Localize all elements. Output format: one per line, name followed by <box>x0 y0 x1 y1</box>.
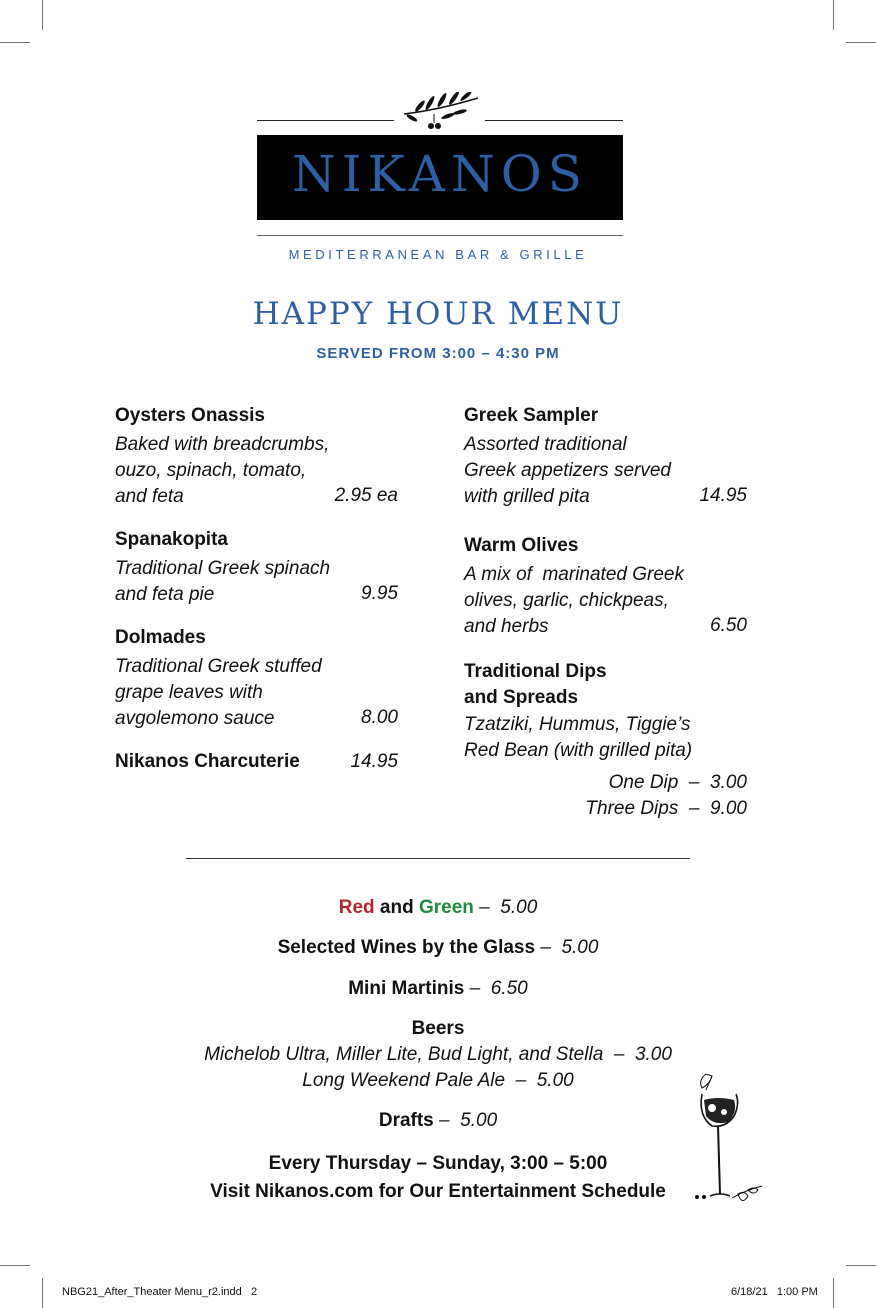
beers-heading <box>0 1018 876 1040</box>
martinis-price: – 6.50 <box>469 978 528 999</box>
crop-mark-bottom-left-h <box>0 1265 30 1266</box>
desc-line: Red Bean (with grilled pita) <box>464 740 693 761</box>
desc-line: and feta <box>115 486 184 507</box>
item-price-charcuterie: 14.95 <box>350 751 398 772</box>
item-price-dolmades: 8.00 <box>361 707 398 728</box>
martinis-line <box>0 978 876 1000</box>
wines-label: Selected Wines by the Glass <box>277 937 536 958</box>
beers-line-1 <box>0 1044 876 1066</box>
beers-list-1: Michelob Ultra, Miller Lite, Bud Light, and Stella – 3.00 <box>204 1044 672 1065</box>
crop-mark-top-left-v <box>42 0 43 30</box>
drafts-price: – 5.00 <box>439 1110 498 1131</box>
item-desc-sampler <box>464 432 671 510</box>
days-label: Every Thursday – Sunday, 3:00 – 5:00 <box>268 1153 608 1174</box>
one-dip-price: One Dip – 3.00 <box>608 772 747 793</box>
item-desc-dolmades <box>115 654 322 732</box>
red-label: Red <box>338 897 375 918</box>
crop-mark-bottom-right-v <box>833 1278 834 1308</box>
desc-line: Baked with breadcrumbs, <box>115 434 330 455</box>
desc-line: A mix of marinated Greek <box>464 564 684 585</box>
name-line: Traditional Dips <box>464 661 607 682</box>
olive-branch-icon <box>398 92 482 134</box>
red-green-price: – 5.00 <box>479 897 538 918</box>
served-hours: SERVED FROM 3:00 – 4:30 PM <box>316 345 560 362</box>
desc-line: Assorted traditional <box>464 434 627 455</box>
wines-line <box>0 937 876 959</box>
visit-label: Visit Nikanos.com for Our Entertainment Schedule <box>210 1181 666 1202</box>
crop-mark-bottom-left-v <box>42 1278 43 1308</box>
desc-line: Greek appetizers served <box>464 460 671 481</box>
desc-line: with grilled pita <box>464 486 590 507</box>
logo-name: NIKANOS <box>292 145 588 203</box>
name-line: and Spreads <box>464 687 579 708</box>
martinis-label: Mini Martinis <box>348 978 465 999</box>
desc-line: Traditional Greek stuffed <box>115 656 322 677</box>
logo-banner <box>257 135 623 220</box>
desc-line: Tzatziki, Hummus, Tiggie’s <box>464 714 691 735</box>
file-name: NBG21_After_Theater Menu_r2.indd 2 <box>62 1286 258 1298</box>
red-and-green-line <box>0 897 876 919</box>
desc-line: grape leaves with <box>115 682 263 703</box>
print-date: 6/18/21 1:00 PM <box>731 1286 818 1298</box>
item-name-charcuterie: Nikanos Charcuterie <box>115 751 300 772</box>
item-name-dolmades: Dolmades <box>115 627 206 648</box>
wines-price: – 5.00 <box>540 937 599 958</box>
item-name-sampler: Greek Sampler <box>464 405 599 426</box>
item-name-dips <box>464 659 607 711</box>
item-price-sampler: 14.95 <box>699 485 747 506</box>
beers-list-2: Long Weekend Pale Ale – 5.00 <box>302 1070 574 1091</box>
and-label: and <box>374 897 419 918</box>
item-price-spanakopita: 9.95 <box>361 583 398 604</box>
item-desc-dips <box>464 712 692 764</box>
desc-line: ouzo, spinach, tomato, <box>115 460 307 481</box>
item-price-oysters: 2.95 ea <box>334 485 398 506</box>
desc-line: and herbs <box>464 616 549 637</box>
section-divider <box>186 858 690 859</box>
crop-mark-top-right-h <box>846 42 876 43</box>
item-price-olives: 6.50 <box>710 615 747 636</box>
beers-label: Beers <box>411 1018 465 1039</box>
menu-title: HAPPY HOUR MENU <box>252 296 624 332</box>
crop-mark-bottom-right-h <box>846 1265 876 1266</box>
three-dips-price: Three Dips – 9.00 <box>585 798 747 819</box>
desc-line: Traditional Greek spinach <box>115 558 331 579</box>
logo-rule-bottom <box>257 235 623 236</box>
item-name-spanakopita: Spanakopita <box>115 529 228 550</box>
logo-tagline: MEDITERRANEAN BAR & GRILLE <box>288 247 588 262</box>
item-name-olives: Warm Olives <box>464 535 579 556</box>
drafts-label-text: Drafts <box>378 1110 434 1131</box>
desc-line: and feta pie <box>115 584 215 605</box>
desc-line: avgolemono sauce <box>115 708 275 729</box>
crop-mark-top-left-h <box>0 42 30 43</box>
logo-rule-right <box>485 120 623 121</box>
crop-mark-top-right-v <box>833 0 834 30</box>
wine-glass-icon <box>688 1066 766 1214</box>
desc-line: olives, garlic, chickpeas, <box>464 590 669 611</box>
item-name-oysters: Oysters Onassis <box>115 405 265 426</box>
logo-rule-left <box>257 120 394 121</box>
green-label: Green <box>418 897 474 918</box>
